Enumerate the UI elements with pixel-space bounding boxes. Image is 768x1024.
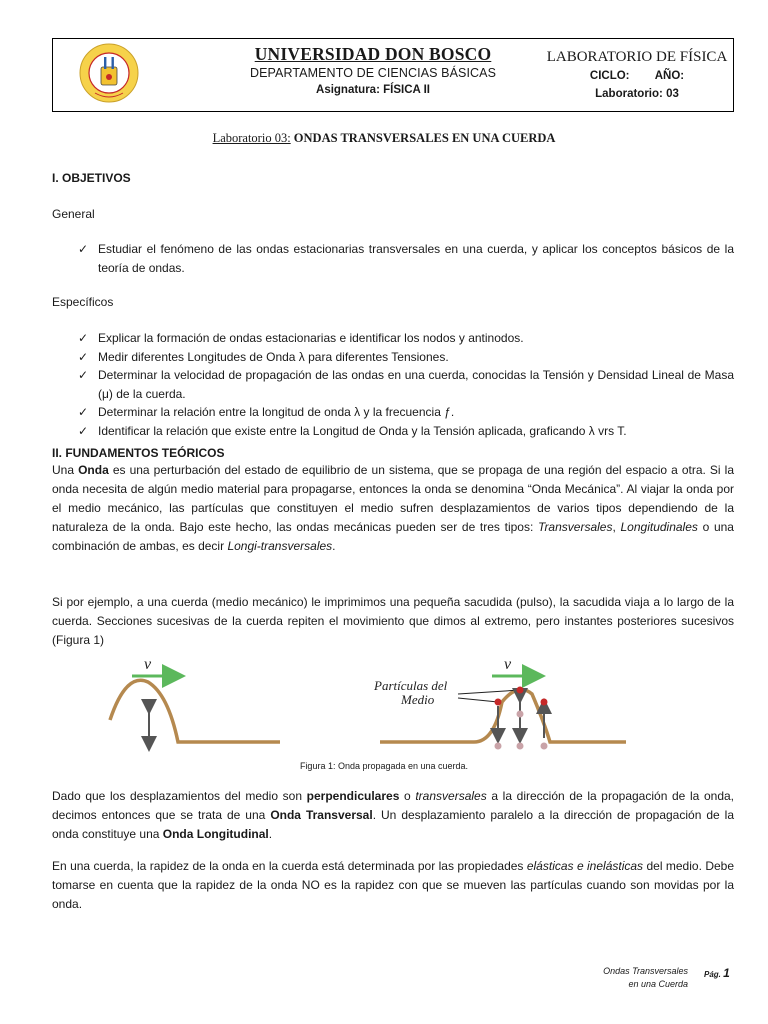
cycle-label: CICLO: xyxy=(589,70,630,82)
university-name: UNIVERSIDAD DON BOSCO xyxy=(254,44,492,64)
checkmark-icon: ✓ xyxy=(78,331,89,345)
subject-value: FÍSICA II xyxy=(383,84,430,96)
page-label: Pág. xyxy=(704,970,721,979)
text-run: o una combinación de ambas, es decir xyxy=(52,520,734,553)
particle-dot-faded xyxy=(495,743,502,750)
title-prefix: Laboratorio 03: xyxy=(212,131,291,145)
lab-number-value: 03 xyxy=(666,88,679,100)
particles-label-line1: Partículas del xyxy=(374,678,448,693)
page-number xyxy=(704,966,730,980)
velocity-label-right: v xyxy=(504,656,512,673)
term-longitudinales: Longitudinales xyxy=(620,520,698,534)
year-label: AÑO: xyxy=(654,70,685,82)
figure-caption: Figura 1: Onda propagada en una cuerda. xyxy=(299,761,469,771)
particles-label-medium xyxy=(400,692,435,707)
list-item xyxy=(78,422,734,441)
department-name: DEPARTAMENTO DE CIENCIAS BÁSICAS xyxy=(249,66,497,80)
specific-objective-text: Medir diferentes Longitudes de Onda λ para diferentes Tensiones. xyxy=(98,349,449,364)
term-onda: Onda xyxy=(78,463,109,477)
text-run: del medio. Debe tomarse en cuenta que la rapidez de la onda NO es la rapidez con que se mueven las partículas cuando son movidas por la onda. xyxy=(52,859,735,911)
particles-label xyxy=(373,678,448,693)
specific-objective-text: Determinar la velocidad de propagación de las ondas en una cuerda, conocidas la Tensión y Densidad Lineal de Masa (μ) de la cuerda. xyxy=(98,368,734,401)
text-run: Dado que los desplazamientos del medio son xyxy=(52,789,307,803)
term-perpendiculares: perpendiculares xyxy=(306,789,400,803)
checkmark-icon: ✓ xyxy=(78,368,89,382)
checkmark-icon: ✓ xyxy=(78,423,89,438)
particles-label-line2: Medio xyxy=(401,692,435,707)
term-onda-longitudinal: Onda Longitudinal xyxy=(162,827,269,841)
specific-objective-text: Determinar la relación entre la longitud de onda λ y la frecuencia ƒ. xyxy=(98,405,455,419)
page-number-value: 1 xyxy=(723,966,730,980)
list-item xyxy=(78,366,734,403)
term-transversales: transversales xyxy=(415,789,487,803)
footer-note-line2: en una Cuerda xyxy=(628,979,688,989)
document-header xyxy=(52,38,734,112)
text-run: . xyxy=(332,539,336,553)
text-run: a la dirección de la propagación de la onda, decimos entonces que se trata de una xyxy=(52,789,735,822)
general-objectives-list xyxy=(78,240,734,277)
checkmark-icon: ✓ xyxy=(78,242,89,256)
theory-paragraph-1 xyxy=(52,461,734,556)
specific-objectives-list xyxy=(78,329,734,440)
text-run: En una cuerda, la rapidez de la onda en la cuerda está determinada por las propiedades xyxy=(52,859,527,873)
general-label: General xyxy=(52,207,95,221)
term-elasticas: elásticas e inelásticas xyxy=(526,859,644,873)
term-transversales: Transversales xyxy=(538,520,613,534)
footer-note-line1: Ondas Transversales xyxy=(603,966,688,976)
theory-paragraph-4 xyxy=(52,857,734,914)
term-onda-transversal: Onda Transversal xyxy=(270,808,373,822)
specific-objective-text: Identificar la relación que existe entre la Longitud de Onda y la Tensión aplicada, graficando λ vrs T. xyxy=(98,423,627,438)
objectives-heading: I. OBJETIVOS xyxy=(52,171,131,185)
lab-number-line xyxy=(539,85,735,103)
lab-number-label: Laboratorio: xyxy=(595,88,663,100)
particle-dot xyxy=(541,699,548,706)
cycle-year-line xyxy=(539,67,735,85)
checkmark-icon: ✓ xyxy=(78,349,89,364)
particle-dot xyxy=(495,699,502,706)
document-title xyxy=(0,131,768,146)
list-item xyxy=(78,329,734,348)
university-logo xyxy=(79,41,139,109)
particle-dot-faded xyxy=(517,711,524,718)
checkmark-icon: ✓ xyxy=(78,405,89,419)
text-run: Una xyxy=(52,463,79,477)
theory-heading: II. FUNDAMENTOS TEÓRICOS xyxy=(52,446,225,460)
text-run: o xyxy=(399,789,416,803)
term-longi-transversales: Longi-transversales xyxy=(227,539,333,553)
text-run: . xyxy=(268,827,273,841)
rope-left xyxy=(110,680,280,742)
subject-label: Asignatura: xyxy=(316,84,380,96)
list-item xyxy=(78,403,734,422)
wave-figure xyxy=(104,652,724,752)
particle-dot xyxy=(517,687,524,694)
particle-dot-faded xyxy=(541,743,548,750)
lab-heading: LABORATORIO DE FÍSICA xyxy=(546,49,728,65)
list-item xyxy=(78,240,734,277)
text-run: . Un desplazamiento paralelo a la dirección de propagación de la onda constituye una xyxy=(52,808,735,841)
specific-objective-text: Explicar la formación de ondas estacionarias e identificar los nodos y antinodos. xyxy=(98,331,524,345)
subject-line xyxy=(223,81,523,99)
title-main: ONDAS TRANSVERSALES EN UNA CUERDA xyxy=(293,131,556,145)
list-item xyxy=(78,348,734,367)
footer-note xyxy=(580,965,688,991)
specific-label: Específicos xyxy=(52,295,114,309)
theory-paragraph-3 xyxy=(52,787,734,844)
text-run: , xyxy=(612,520,621,534)
general-objective-text: Estudiar el fenómeno de las ondas estacionarias transversales en una cuerda, y aplicar los conceptos básicos de la teoría de ondas. xyxy=(98,242,734,275)
particle-dot-faded xyxy=(517,743,524,750)
velocity-label-left: v xyxy=(144,656,152,673)
text-run: es una perturbación del estado de equilibrio de un sistema, que se propaga de una región del espacio a otra. Si la onda necesita de algún medio material para propagarse, entonces la onda se denomina “Onda Mecánica”. Al viajar la onda por el medio mecánico, las partículas que constituyen el medio sufren desplazamientos de varios tipos dependiendo de la naturaleza de la onda. Bajo este hecho, las ondas mecánicas pueden ser de tres tipos: xyxy=(52,463,734,534)
theory-paragraph-2: Si por ejemplo, a una cuerda (medio mecánico) le imprimimos una pequeña sacudida (pulso), la sacudida viaja a lo largo de la cuerda. Secciones sucesivas de la cuerda repiten el movimiento que dimos al extremo, pero instantes posteriores sucesivos (Figura 1) xyxy=(52,595,734,647)
